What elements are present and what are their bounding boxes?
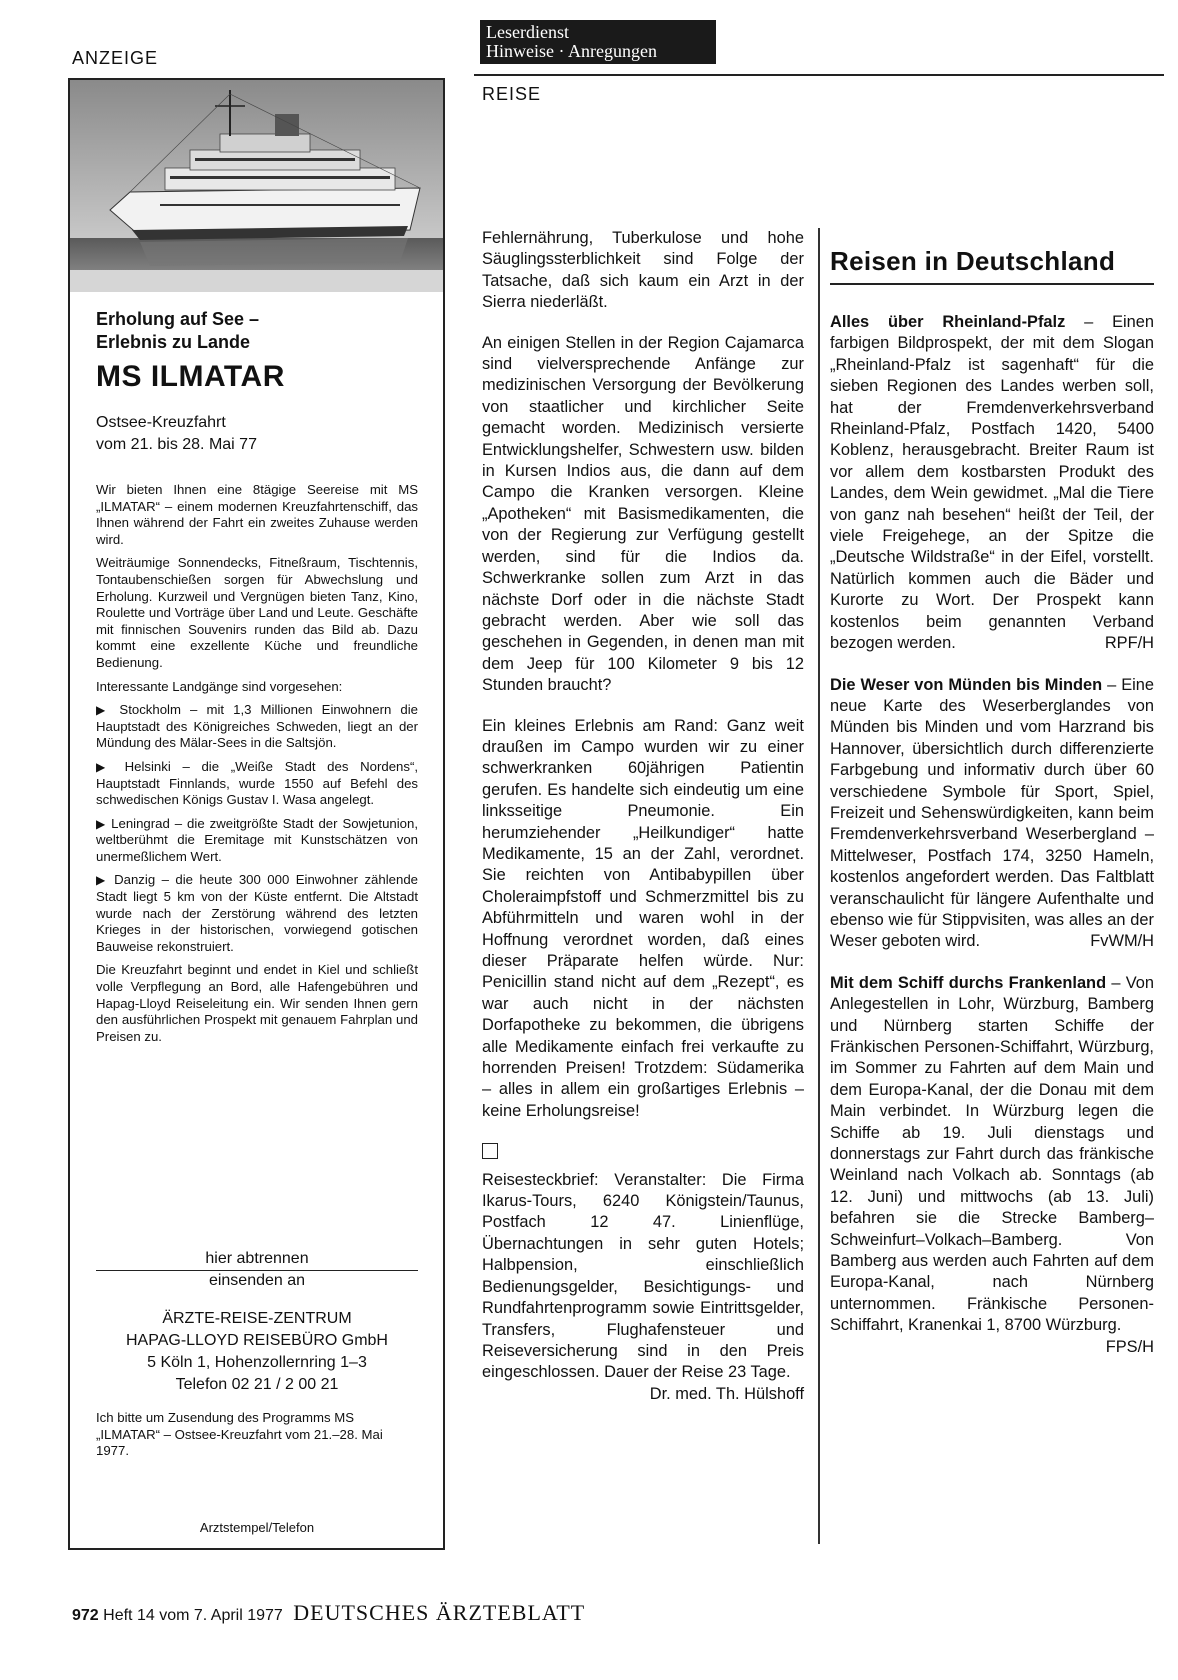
news-heading: Alles über Rheinland-Pfalz xyxy=(830,313,1066,331)
triangle-bullet-icon: ▶ xyxy=(96,816,112,831)
ad-paragraph: Interessante Landgänge sind vorgesehen: xyxy=(96,678,343,694)
article-column xyxy=(482,228,804,1405)
cruise-subtitle-line1: Ostsee-Kreuzfahrt xyxy=(96,414,226,431)
triangle-bullet-icon: ▶ xyxy=(96,703,120,718)
stop-text: Helsinki – die „Weiße Stadt des Nordens“, Hauptstadt Finnlands, wurde 1550 auf Befehl des schwedischen Königs Gustav I. Wasa angelegt. xyxy=(96,758,419,808)
news-text: – Von Anlegestellen in Lohr, Würzburg, Bamberg und Nürnberg starten Schiffe der Fränkischen Personen-Schiffahrt, Würzburg, im Sommer zu Fahrten auf dem Main und dem Europa-Kanal, der die Donau mit dem Main verbindet. In Würzburg legen die Schiffe ab 19. Juli dienstags und donnerstags zur Fahrt durch das fränkische Weinland nach Volkach ab. Sonntags (ab 12. Juni) und mittwochs (ab 13. Juli) befahren sie die Strecke Bamberg–Schweinfurt–Volkach–Bamberg. Von Bamberg aus werden auch Fahrten auf dem Europa-Kanal, nach Nürnberg unternommen. Fränkische Personen-Schiffahrt, Kranenkai 1, 8700 Würzburg. xyxy=(830,973,1155,1335)
leserdienst-box xyxy=(480,20,716,64)
article-paragraph: An einigen Stellen in der Region Cajamarca sind vielversprechende Anfänge zur medizinischen Versorgung der Bevölkerung von staatlicher und kirchlicher Seite gemacht worden. Medizinisch versierte Entwicklungshelfer, Schwestern usw. bilden in Kursen Indios aus, die dann auf dem Campo die Kranken versorgen. Kleine „Apotheken“ mit Basismedikamenten, die von der Regierung zur Verfügung gestellt werden, sind für die Indios da. Schwerkranke sollen zum Arzt in das nächste Dorf oder in die nächste Stadt gebracht werden. Aber wie soll das geschehen in Gegenden, in denen man mit dem Jeep für 100 Kilometer 9 bis 12 Stunden braucht? xyxy=(482,333,804,695)
ad-closing: Die Kreuzfahrt beginnt und endet in Kiel und schließt volle Verpflegung an Bord, alle Hafengebühren und Hapag-Lloyd Reiseleitung ein. Wir senden Ihnen gern den ausführlichen Prospekt mit genauem Fahrplan und Preisen zu. xyxy=(96,962,418,1044)
section-label: REISE xyxy=(482,84,542,104)
stop-item xyxy=(96,702,418,752)
news-heading: Die Weser von Münden bis Minden xyxy=(830,675,1103,694)
travel-info xyxy=(482,1170,804,1403)
right-column-title: Reisen in Deutschland xyxy=(830,246,1116,276)
news-text: – Einen farbigen Bildprospekt, der mit dem Slogan „Rheinland-Pfalz ist sagenhaft“ für die sieben Regionen des Landes werben soll, hat der Fremdenverkehrsverband Rheinland-Pfalz, Postfach 1420, 5400 Koblenz, herausgebracht. Breiter Raum ist vor allem dem kostbarsten Produkt des Landes, dem Wein gewidmet. „Mal die Tiere von ganz nah besehen“ heißt der Teil, der viele Freigehege, an der Spitze die „Deutsche Wildstraße“ in der Eifel, vorstellt. Natürlich kommen auch die Bäder und Kurorte zu Wort. Der Prospekt kann kostenlos beim genannten Verband bezogen werden. xyxy=(830,313,1154,653)
news-signature: FPS/H xyxy=(1105,1337,1154,1356)
stop-text: Stockholm – mit 1,3 Millionen Einwohnern die Hauptstadt des Königreiches Schweden, liegt an der Mündung des Mälar-Sees in die Saltsjön. xyxy=(96,702,418,751)
agency-address xyxy=(96,1308,418,1396)
end-square-icon xyxy=(482,1143,498,1159)
send-to-label: einsenden an xyxy=(208,1272,306,1289)
news-heading: Mit dem Schiff durchs Frankenland xyxy=(830,973,1107,992)
column-rule xyxy=(818,228,820,1544)
ad-paragraph: Weiträumige Sonnendecks, Fitneßraum, Tischtennis, Tontaubenschießen sorgen für Abwechslung und Erholung. Kurzweil und Vergnügen bieten Tanz, Kino, Roulette und Vorträge über Land und Leute. Geschäfte mit finnischen Souvenirs runden das Bild ab. Dazu kommt eine exzellente Küche und freundliche Bedienung. xyxy=(96,555,418,670)
address-line: Telefon 02 21 / 2 00 21 xyxy=(175,1376,339,1393)
anzeige-label: ANZEIGE xyxy=(72,48,159,68)
cruise-subtitle-line2: vom 21. bis 28. Mai 77 xyxy=(96,436,257,453)
article-paragraph: Ein kleines Erlebnis am Rand: Ganz weit draußen im Campo wurden wir zu einer schwerkranken 60jährigen Patientin gerufen. Es handelte sich eindeutig um eine linksseitige Pneumonie. Ein herumziehender „Heilkundiger“ hatte Medikamente, 15 an der Zahl, verordnet. Sie reichten von Antibabypillen über Choleraimpfstoff und Schmerzmittel bis zu Abführmitteln und waren wohl in der Hoffnung verordnet worden, daß eines dieser Präparate helfen würde. Nur: Penicillin stand nicht auf dem „Rezept“, es war auch nicht in der nächsten Dorfapotheke zu bekommen, die übrigens alle Medikamente einfach frei verkaufte zu horrenden Preisen! Trotzdem: Südamerika – alles in allem ein großartiges Erlebnis – keine Erholungsreise! xyxy=(482,716,804,1120)
ship-name: MS ILMATAR xyxy=(96,360,285,393)
address-line: HAPAG-LLOYD REISEBÜRO GmbH xyxy=(126,1332,388,1349)
news-item xyxy=(830,312,1154,655)
triangle-bullet-icon: ▶ xyxy=(96,759,125,774)
news-signature: RPF/H xyxy=(1104,634,1154,653)
stop-text: Leningrad – die zweitgrößte Stadt der Sowjetunion, weltberühmt die Eremitage mit Kunstschätzen von unermeßlichem Wert. xyxy=(96,815,419,864)
title-rule xyxy=(830,283,1154,285)
cut-here-label: hier abtrennen xyxy=(96,1250,418,1271)
triangle-bullet-icon: ▶ xyxy=(96,873,115,888)
address-line: 5 Köln 1, Hohenzollernring 1–3 xyxy=(147,1354,367,1371)
ad-headline xyxy=(96,308,418,354)
leserdienst-line1: Leserdienst xyxy=(486,22,569,42)
stamp-field-label: Arztstempel/Telefon xyxy=(199,1520,315,1535)
news-text: – Eine neue Karte des Weserberglandes von Münden bis Minden und vom Harzrand bis Hannover, übersichtlich durch differenzierte Farbgebung und informativ durch über 60 verschiedene Symbole für Sport, Spiel, Freizeit und Sehenswürdigkeiten, kann beim Fremdenverkehrsverband Weserbergland – Mittelweser, Postfach 174, 3250 Hameln, kostenlos angefordert werden. Das Faltblatt veranschaulicht für längere Aufenthalte und ebenso wie für Stippvisiten, was alles an der Weser geboten wird. xyxy=(830,675,1154,951)
stop-item xyxy=(96,759,418,809)
stop-text: Danzig – die heute 300 000 Einwohner zählende Stadt liegt 5 km von der Küste entfernt. Die Altstadt wurde nach der Zerstörung während des letzten Krieges in der historischen, vorwiegend gotischen Bauweise rekonstruiert. xyxy=(96,872,418,954)
ad-body xyxy=(96,482,418,1052)
ad-headline-line2: Erlebnis zu Lande xyxy=(96,332,251,352)
ad-paragraph: Wir bieten Ihnen eine 8tägige Seereise mit MS „ILMATAR“ – einem modernen Kreuzfahrtenschiff, das Ihnen während der Fahrt ein zweites Zuhause werden wird. xyxy=(96,482,418,547)
ship-photo xyxy=(70,80,443,292)
page-number: 972 xyxy=(72,1607,99,1624)
travel-info-text: Reisesteckbrief: Veranstalter: Die Firma Ikarus-Tours, 6240 Königstein/Taunus, Postfach 12 47. Linienflüge, Übernachtungen in sehr guten Hotels; Halbpension, einschließlich Bedienungsgelder, Besichtigungs- und Rundfahrtenprogramm sowie Eintrittsgelder, Transfers, Flughafensteuer und Reiseversicherung sind in den Preis eingeschlossen. Dauer der Reise 23 Tage. xyxy=(482,1170,804,1382)
address-line: ÄRZTE-REISE-ZENTRUM xyxy=(162,1310,352,1327)
magazine-name: DEUTSCHES ÄRZTEBLATT xyxy=(293,1600,586,1625)
issue-info: Heft 14 vom 7. April 1977 xyxy=(103,1607,283,1624)
news-signature: FvWM/H xyxy=(1090,932,1154,951)
page-footer xyxy=(72,1600,585,1626)
news-column xyxy=(830,312,1154,1358)
news-item xyxy=(830,675,1154,953)
brochure-request: Ich bitte um Zusendung des Programms MS „ILMATAR“ – Ostsee-Kreuzfahrt vom 21.–28. Mai 1977. xyxy=(96,1410,383,1459)
cruise-subtitle xyxy=(96,412,418,456)
article-paragraph: Fehlernährung, Tuberkulose und hohe Säuglingssterblichkeit sind Folge der Tatsache, daß sich kaum ein Arzt in der Sierra niederläßt. xyxy=(482,229,804,312)
stop-item xyxy=(96,816,418,866)
leserdienst-line2: Hinweise · Anregungen xyxy=(486,41,657,61)
header-rule xyxy=(474,74,1164,76)
stop-item xyxy=(96,872,418,955)
ad-headline-line1: Erholung auf See – xyxy=(96,309,260,329)
news-item xyxy=(830,973,1155,1356)
article-author: Dr. med. Th. Hülshoff xyxy=(649,1384,804,1403)
